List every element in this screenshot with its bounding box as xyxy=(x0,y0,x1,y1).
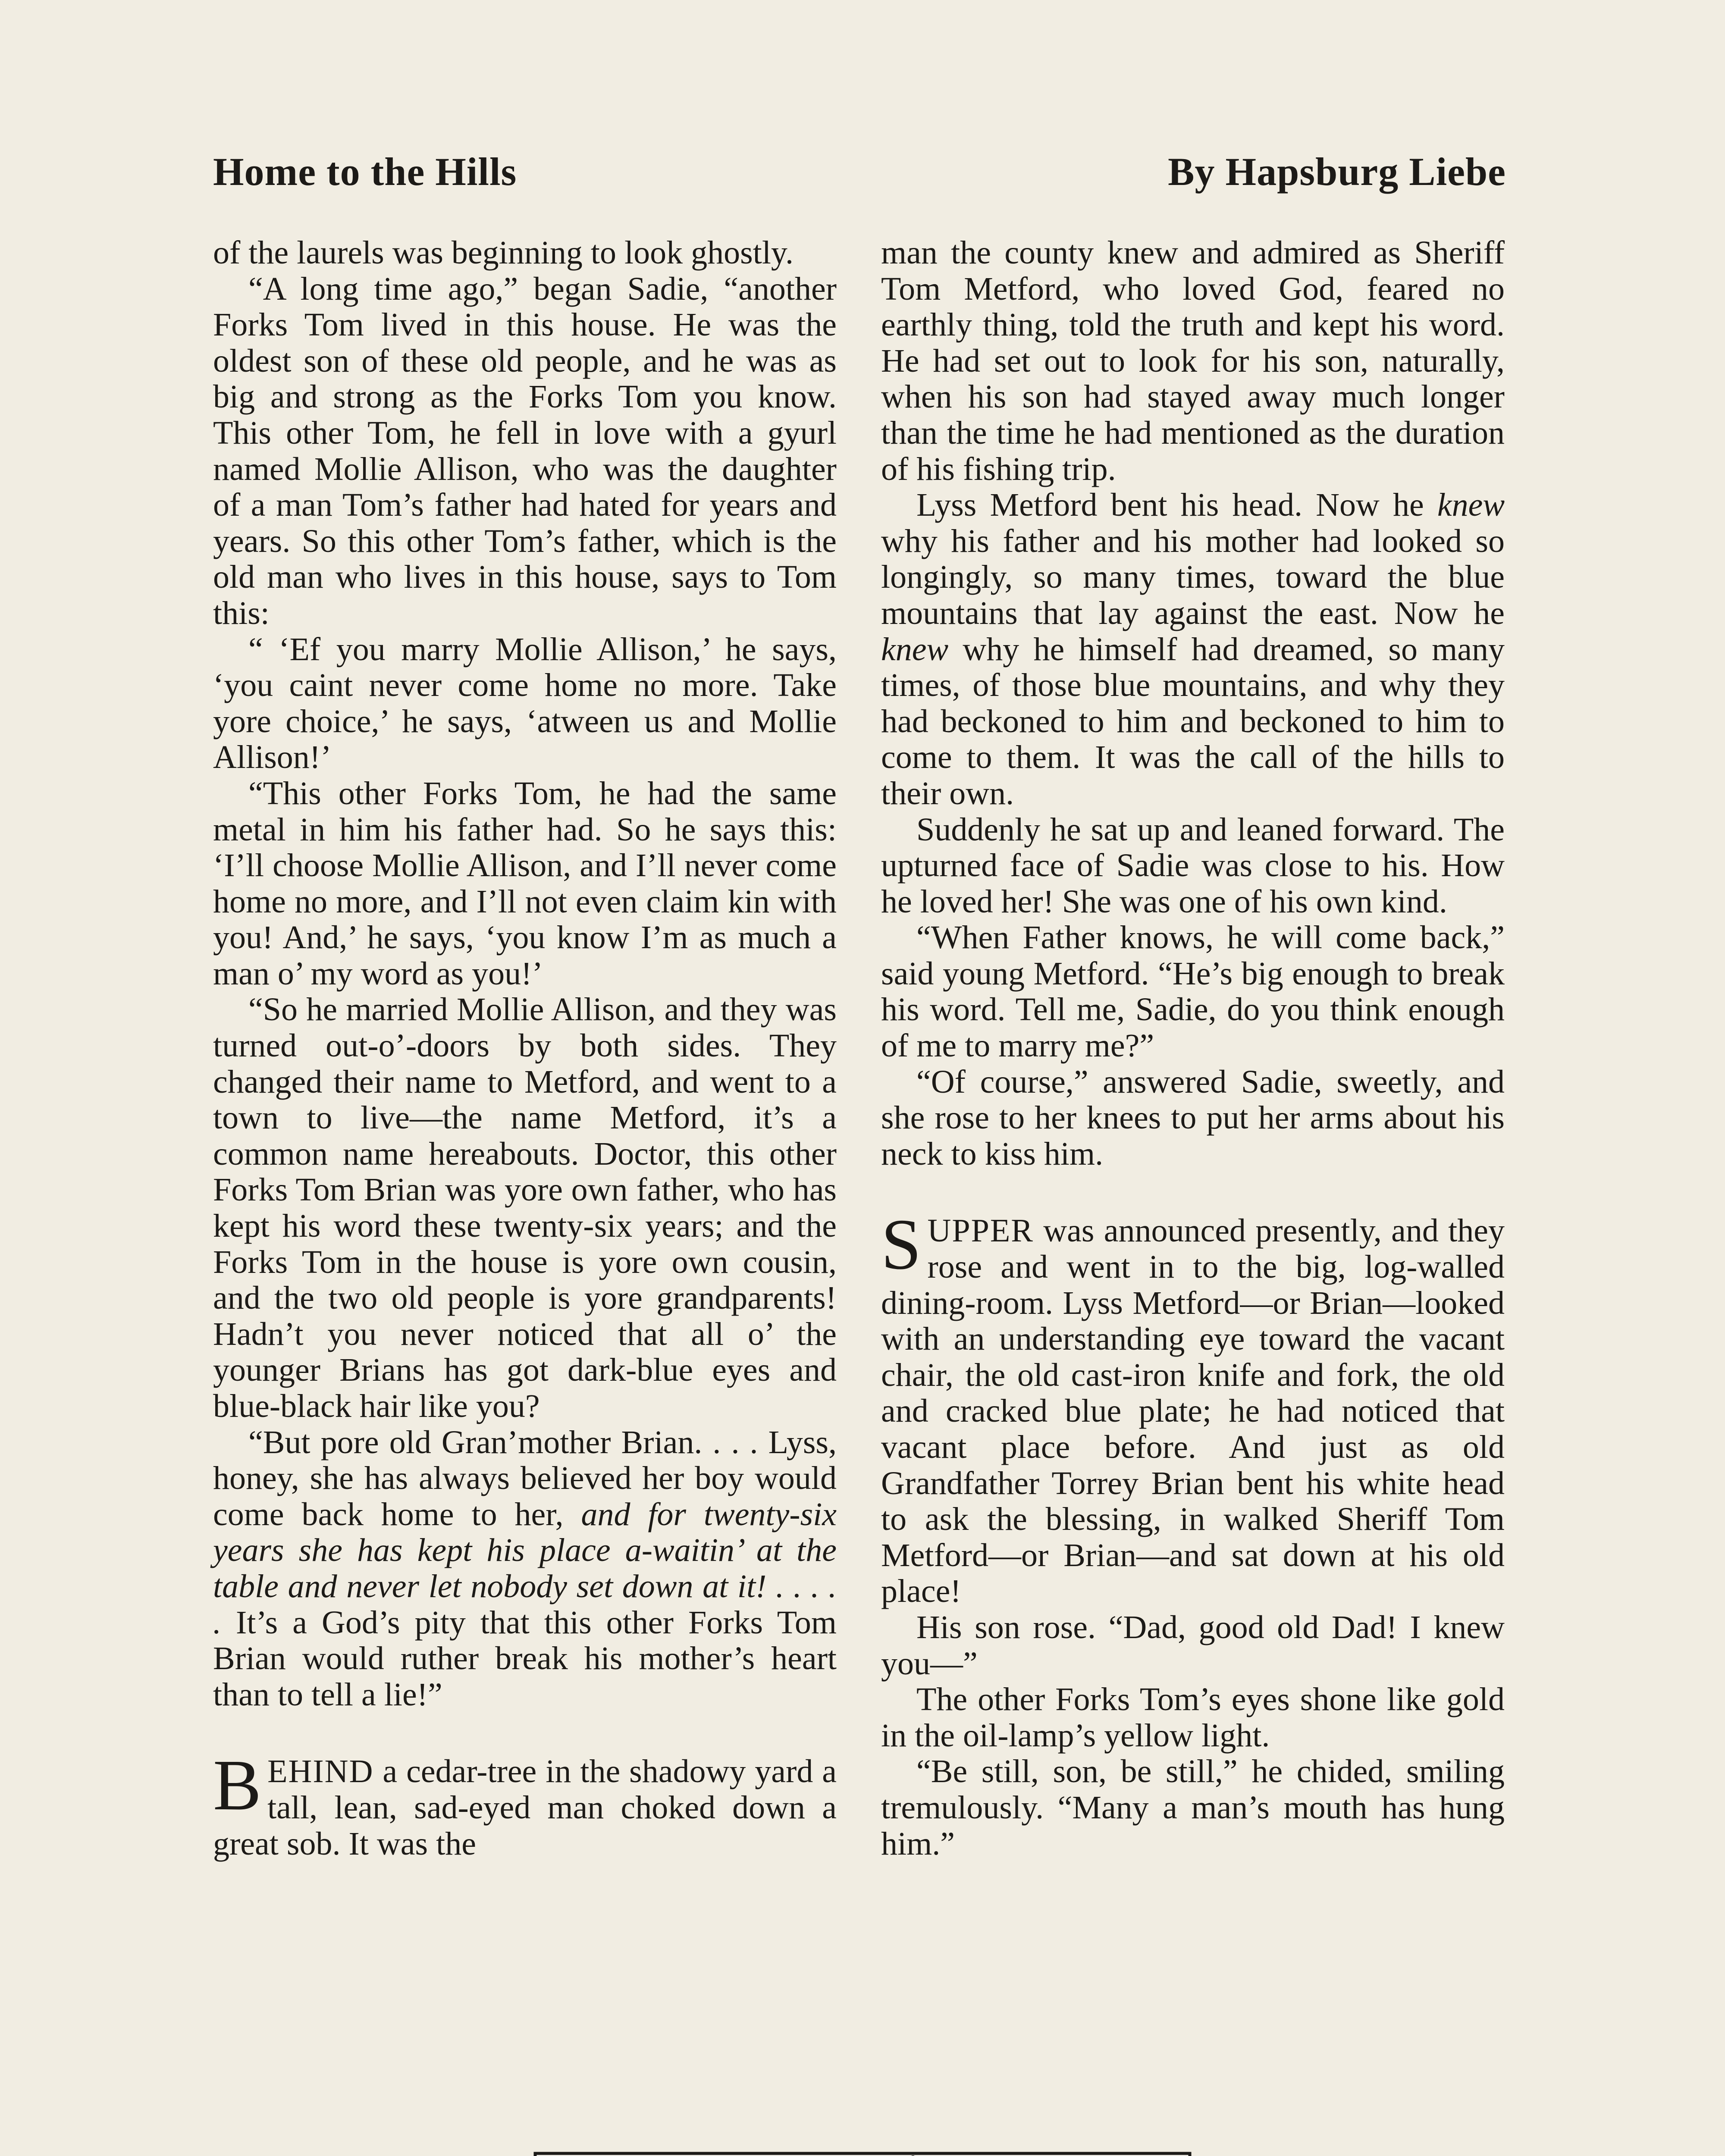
paragraph: “A long time ago,” began Sadie, “another Forks Tom lived in this house. He was the oldest son of these old people, and he was as big and strong as the Forks Tom you know. This other Tom, he fell in love with a gyurl named Mollie Allison, who was the daughter of a man Tom’s father had hated for years and years. So this other Tom’s father, which is the old man who lives in this house, says to Tom this: xyxy=(213,270,837,631)
paragraph-text: It’s a God’s pity that this other Forks Tom Brian would ruther break his mother’s heart than to tell a lie!” xyxy=(213,1604,837,1713)
paragraph xyxy=(881,487,1505,812)
small-caps-lead: EHIND xyxy=(267,1753,374,1790)
drop-cap: S xyxy=(881,1204,922,1285)
drop-cap: B xyxy=(213,1745,262,1826)
paragraph: “When Father knows, he will come back,” said young Metford. “He’s big enough to break his word. Tell me, Sadie, do you think enough of me to marry me?” xyxy=(881,919,1505,1064)
byline: By Hapsburg Liebe xyxy=(1168,150,1506,194)
paragraph-text: Lyss Metford bent his head. Now he xyxy=(916,487,1424,523)
paragraph: “Of course,” answered Sadie, sweetly, and she rose to her knees to put her arms about his neck to kiss him. xyxy=(881,1063,1505,1172)
paragraph: “Be still, son, be still,” he chided, smiling tremulously. “Many a man’s mouth has hung him.” xyxy=(881,1753,1505,1862)
paragraph: “So he married Mollie Allison, and they was turned out-o’-doors by both sides. They changed their name to Metford, and went to a town to live—the name Metford, it’s a common name hereabouts. Doctor, this other Forks Tom Brian was yore own father, who has kept his word these twenty-six years; and the Forks Tom in the house is yore own cousin, and the two old people is yore grandparents! Hadn’t you never noticed that all o’ the younger Brians has got dark-blue eyes and blue-black hair like you? xyxy=(213,991,837,1424)
story-title: Home to the Hills xyxy=(213,150,517,194)
paragraph: “ ‘Ef you marry Mollie Allison,’ he says, ‘you caint never come home no more. Take yore choice,’ he says, ‘atween us and Mollie Allison!’ xyxy=(213,631,837,776)
landscape-ornament xyxy=(533,2147,1192,2156)
section-paragraph xyxy=(213,1745,837,1862)
paragraph-text: why he himself had dreamed, so many times, of those blue mountains, and why they had beckoned to him and beckoned to him to come to them. It was the call of the hills to their own. xyxy=(881,631,1505,812)
paragraph xyxy=(213,1425,837,1713)
paragraph: of the laurels was beginning to look ghostly. xyxy=(213,235,794,271)
italic-text: knew xyxy=(1437,487,1505,523)
italic-text: knew xyxy=(881,631,949,667)
italic-text: and for twenty-six years she has kept his place a-waitin’ at the table and never let nobody set down at it! . . . . . xyxy=(213,1496,837,1641)
paragraph: His son rose. “Dad, good old Dad! I knew you—” xyxy=(881,1609,1505,1682)
section-paragraph xyxy=(881,1204,1505,1610)
paragraph-text: why his father and his mother had looked so longingly, so many times, toward the blue mountains that lay against the east. Now he xyxy=(881,523,1505,631)
paragraph: “This other Forks Tom, he had the same metal in him his father had. So he says this: ‘I’ll choose Mollie Allison, and I’ll never come home no more, and I’ll not even claim kin with you! And,’ he says, ‘you know I’m as much a man o’ my word as you!’ xyxy=(213,775,837,992)
paragraph-text: “But pore old Gran’mother Brian. . . . Lyss, honey, she has always believed her boy would come back home to her, xyxy=(213,1424,837,1532)
paragraph: The other Forks Tom’s eyes shone like gold in the oil-lamp’s yellow light. xyxy=(881,1681,1505,1754)
paragraph-text: was announced presently, and they rose and went in to the big, log-walled dining-room. Lyss Metford—or Brian—looked with an understanding eye toward the vacant chair, the old cast-iron knife and fork, the old and cracked blue plate; he had noticed that vacant place before. And just as old Grandfather Torrey Brian bent his white head to ask the blessing, in walked Sheriff Tom Metford—or Brian—and sat down at his old place! xyxy=(881,1213,1505,1610)
right-column xyxy=(881,235,1505,1862)
paragraph: Suddenly he sat up and leaned forward. The upturned face of Sadie was close to his. How he loved her! She was one of his own kind. xyxy=(881,811,1505,920)
paragraph: man the county knew and admired as Sheriff Tom Metford, who loved God, feared no earthly thing, told the truth and kept his word. He had set out to look for his son, naturally, when his son had stayed away much longer than the time he had mentioned as the duration of his fishing trip. xyxy=(881,235,1505,487)
left-column xyxy=(213,235,837,1862)
small-caps-lead: UPPER xyxy=(927,1213,1034,1249)
paragraph-text: a cedar-tree in the shadowy yard a tall, lean, sad-eyed man choked down a great sob. It was the xyxy=(213,1753,837,1862)
